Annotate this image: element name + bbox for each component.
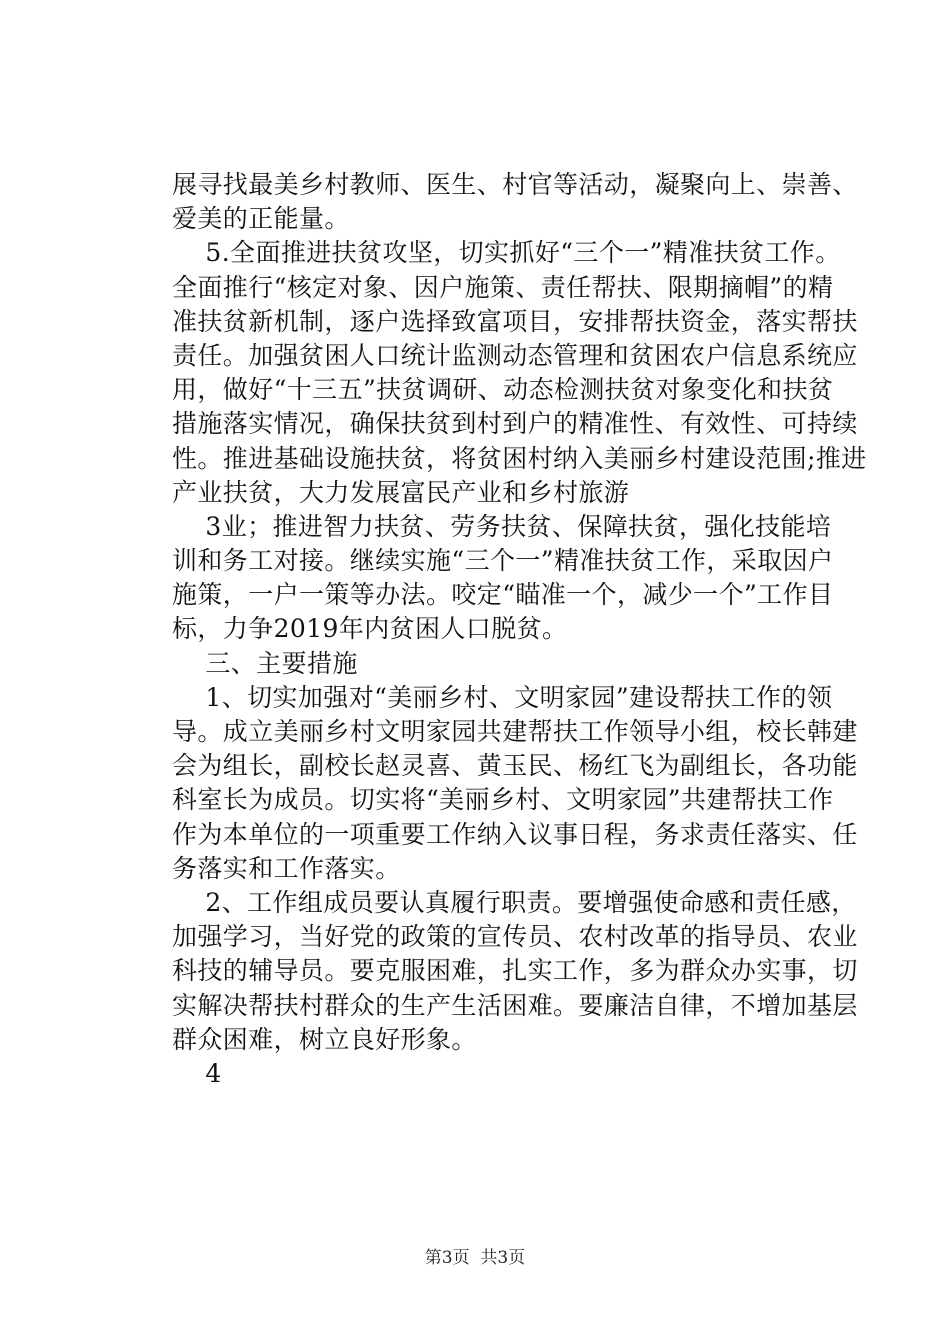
- text-line: 科室长为成员。切实将“美丽乡村、文明家园”共建帮扶工作: [172, 785, 834, 815]
- text-line: 性。推进基础设施扶贫，将贫困村纳入美丽乡村建设范围;推进: [172, 443, 867, 473]
- document-body: [172, 168, 867, 1091]
- section-heading: 三、主要措施: [172, 648, 358, 678]
- text-line: 2、工作组成员要认真履行职责。要增强使命感和责任感，: [172, 887, 857, 917]
- text-line: 措施落实情况，确保扶贫到村到户的精准性、有效性、可持续: [172, 409, 858, 439]
- text-line: 4: [172, 1058, 222, 1088]
- text-line: 科技的辅导员。要克服困难，扎实工作，多为群众办实事，切: [172, 956, 858, 986]
- text-line: 3业；推进智力扶贫、劳务扶贫、保障扶贫，强化技能培: [172, 511, 832, 541]
- page-number-label: 第3页 共3页: [424, 1248, 526, 1268]
- text-line: 展寻找最美乡村教师、医生、村官等活动，凝聚向上、崇善、: [172, 170, 858, 199]
- text-line: 1、切实加强对“美丽乡村、文明家园”建设帮扶工作的领: [172, 682, 833, 712]
- text-line: 实解决帮扶村群众的生产生活困难。要廉洁自律，不增加基层: [172, 990, 858, 1020]
- text-line: 用，做好“十三五”扶贫调研、动态检测扶贫对象变化和扶贫: [172, 375, 834, 405]
- text-line: 标，力争2019年内贫困人口脱贫。: [172, 614, 568, 644]
- text-line: 5.全面推进扶贫攻坚，切实抓好“三个一”精准扶贫工作。: [172, 238, 841, 268]
- text-line: 施策，一户一策等办法。咬定“瞄准一个，减少一个”工作目: [172, 580, 834, 610]
- text-line: 全面推行“核定对象、因户施策、责任帮扶、限期摘帽”的精: [172, 272, 834, 302]
- text-line: 作为本单位的一项重要工作纳入议事日程，务求责任落实、任: [172, 819, 858, 849]
- text-line: 爱美的正能量。: [172, 204, 350, 234]
- text-line: 导。成立美丽乡村文明家园共建帮扶工作领导小组，校长韩建: [172, 717, 858, 746]
- text-line: 加强学习，当好党的政策的宣传员、农村改革的指导员、农业: [172, 922, 858, 952]
- text-line: 训和务工对接。继续实施“三个一”精准扶贫工作，采取因户: [172, 546, 834, 576]
- text-line: 务落实和工作落实。: [172, 853, 401, 883]
- text-line: 责任。加强贫困人口统计监测动态管理和贫困农户信息系统应: [172, 340, 858, 370]
- text-line: 群众困难，树立良好形象。: [172, 1024, 477, 1054]
- text-line: 会为组长，副校长赵灵喜、黄玉民、杨红飞为副组长，各功能: [172, 751, 858, 781]
- text-line: 准扶贫新机制，逐户选择致富项目，安排帮扶资金，落实帮扶: [172, 306, 858, 336]
- text-line: 产业扶贫，大力发展富民产业和乡村旅游: [172, 477, 630, 507]
- page-footer: [0, 1243, 950, 1268]
